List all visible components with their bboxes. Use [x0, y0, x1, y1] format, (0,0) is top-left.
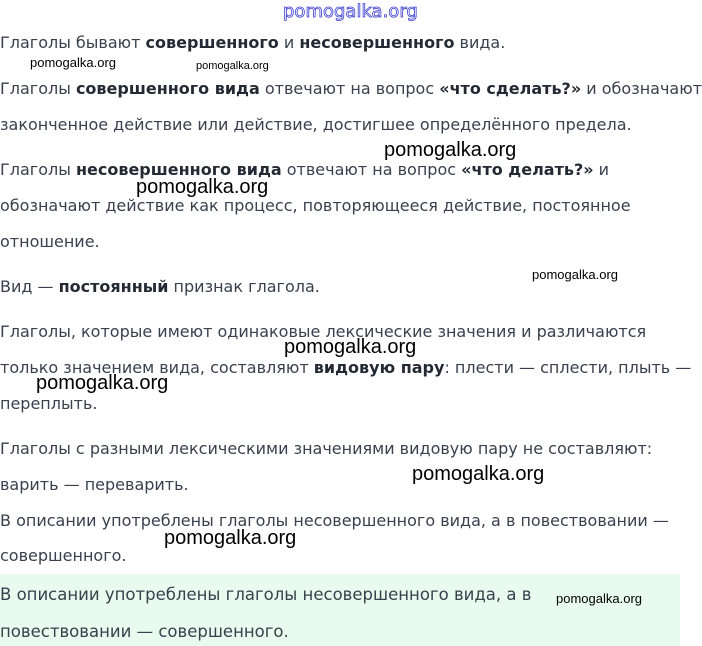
watermark: pomogalka.org [164, 527, 297, 549]
watermark: pomogalka.org [384, 139, 517, 161]
watermark: pomogalka.org [412, 463, 545, 485]
rule-nonpair-line2: варить — переварить. [0, 475, 189, 494]
watermark: pomogalka.org [284, 336, 417, 358]
rule-pair-line1: Глаголы, которые имеют одинаковые лексические значения и различаются [0, 322, 647, 341]
rule-constant: Вид — постоянный признак глагола. [0, 277, 320, 296]
watermark: pomogalka.org [532, 267, 618, 282]
watermark: pomogalka.org [283, 1, 418, 22]
rule-aspects: Глаголы бывают совершенного и несовершенного вида. [0, 33, 506, 52]
rule-imperfective-line3: отношение. [0, 232, 100, 251]
rule-perfective: Глаголы совершенного вида отвечают на вопрос «что сделать?» и обозначают [0, 79, 702, 98]
example-line1: В описании употреблены глаголы несовершенного вида, а в повествовании — [0, 511, 669, 530]
answer-line2: повествовании — совершенного. [0, 622, 289, 641]
rule-pair-line2: только значением вида, составляют видовую пару: плести — сплести, плыть — [0, 358, 692, 377]
watermark: pomogalka.org [136, 176, 269, 198]
rule-imperfective-line2: обозначают действие как процесс, повторяющееся действие, постоянное [0, 196, 631, 215]
rule-imperfective: Глаголы несовершенного вида отвечают на вопрос «что делать?» и [0, 160, 610, 179]
rule-perfective-line2: законченное действие или действие, достигшее определённого предела. [0, 115, 632, 134]
watermark: pomogalka.org [36, 372, 169, 394]
example-line2: совершенного. [0, 546, 127, 565]
watermark: pomogalka.org [30, 55, 116, 70]
rule-pair-line3: переплыть. [0, 394, 98, 413]
watermark: pomogalka.org [556, 591, 642, 606]
watermark: pomogalka.org [196, 60, 269, 72]
answer-line1: В описании употреблены глаголы несовершенного вида, а в [0, 585, 532, 604]
rule-nonpair-line1: Глаголы с разными лексическими значениями видовую пару не составляют: [0, 439, 653, 458]
